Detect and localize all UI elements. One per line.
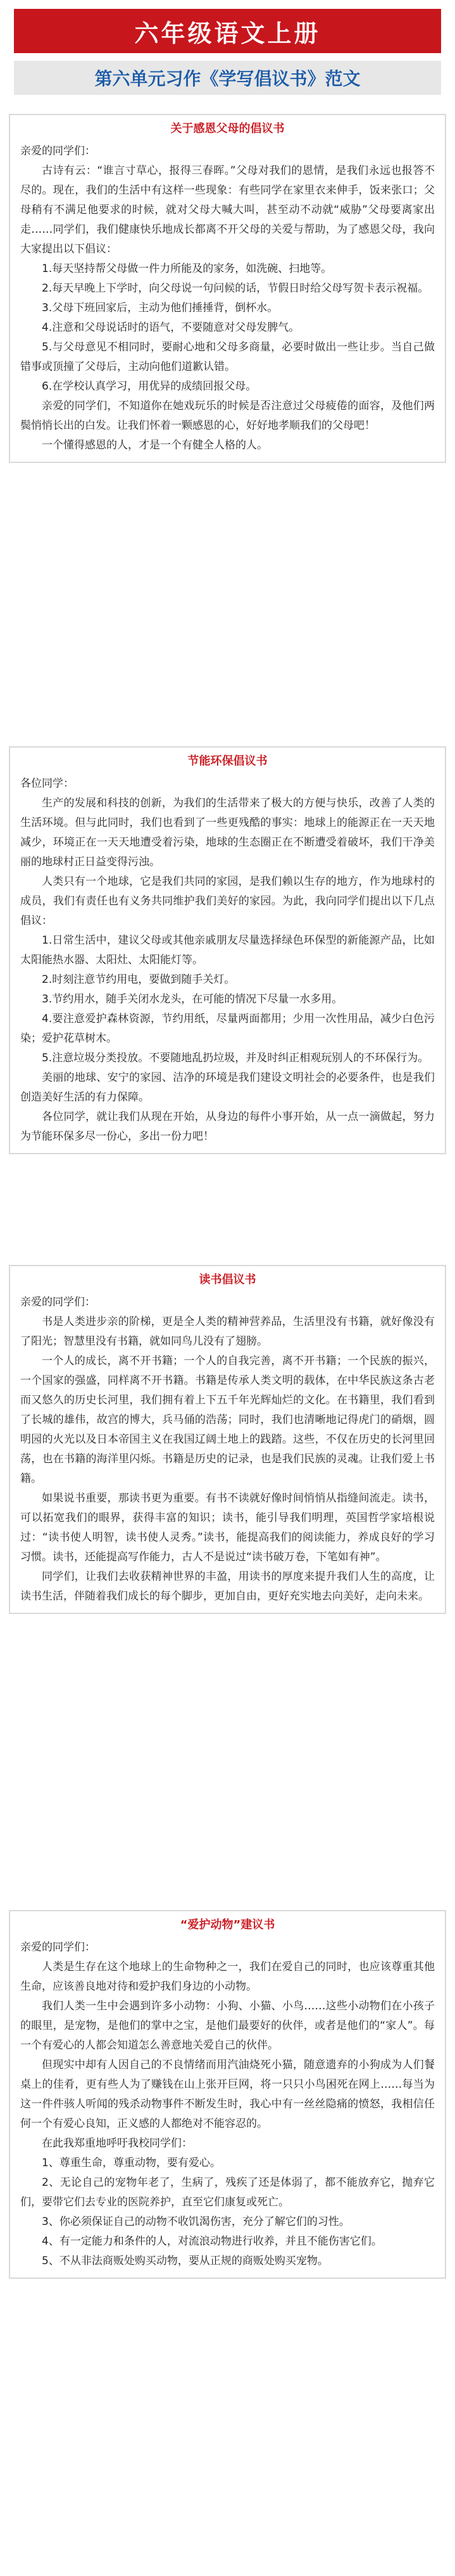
article-paragraph: 6.在学校认真学习，用优异的成绩回报父母。 bbox=[42, 380, 257, 393]
article-paragraph: 2.时刻注意节约用电，要做到随手关灯。 bbox=[42, 973, 235, 986]
article-paragraph: 人类只有一个地球，它是我们共同的家园，是我们赖以生存的地方，作为地球村的成员，我们有责任也有义务共同维护我们美好的家园。为此，我向同学们提出以下几点倡议： bbox=[20, 875, 435, 927]
article-title: 读书倡议书 bbox=[199, 1273, 256, 1286]
article-paragraph: 同学们，让我们去收获精神世界的丰盈，用读书的厚度来提升我们人生的高度，让读书生活，伴随着我们成长的每个脚步，更加自由，更好充实地去向美好，走向未来。 bbox=[20, 1570, 435, 1603]
article-paragraph: 书是人类进步亲的阶梯，更是全人类的精神营养品，生活里没有书籍，就好像没有了阳光；智慧里没有书籍，就如同鸟儿没有了翅膀。 bbox=[20, 1316, 435, 1348]
article-paragraph: 1.日常生活中，建议父母或其他亲戚朋友尽量选择绿色环保型的新能源产品，比如太阳能热水器、太阳灶、太阳能灯等。 bbox=[20, 934, 435, 966]
article-paragraph: 1、尊重生命，尊重动物，要有爱心。 bbox=[42, 2157, 221, 2169]
article-paragraph: 生产的发展和科技的创新，为我们的生活带来了极大的方便与快乐，改善了人类的生活环境。但与此同时，我们也看到了一些更残酷的事实：地球上的能源正在一天天地减少，环境正在一天天地遭受着污染，地球的生态圈正在不断遭受着破坏，我们干净美丽的地球村正日益变得污浊。 bbox=[20, 797, 435, 868]
card-reading bbox=[9, 1265, 446, 1614]
article-title: 关于感恩父母的倡议书 bbox=[170, 122, 285, 135]
salutation: 亲爱的同学们： bbox=[20, 145, 96, 157]
article-title: 节能环保倡议书 bbox=[187, 755, 268, 768]
article-title: “爱护动物”建议书 bbox=[180, 1918, 275, 1932]
salutation: 亲爱的同学们： bbox=[20, 1941, 96, 1954]
article-paragraph: 4、有一定能力和条件的人，对流浪动物进行收养，并且不能伤害它们。 bbox=[42, 2235, 382, 2248]
page-subtitle: 第六单元习作《学写倡议书》范文 bbox=[14, 61, 441, 95]
article-paragraph: 亲爱的同学们，不知道你在她戏玩乐的时候是否注意过父母疲倦的面容，及他们两鬓悄悄长出的白发。让我们怀着一颗感恩的心，好好地孝顺我们的父母吧！ bbox=[20, 400, 435, 432]
article-paragraph: 4.注意和父母说话时的语气，不要随意对父母发脾气。 bbox=[42, 321, 300, 334]
article-paragraph: 2、无论自己的宠物年老了，生病了，残疾了还是体弱了，都不能放弃它，抛弃它们，要带它们去专业的医院养护，直至它们康复或死亡。 bbox=[20, 2176, 435, 2209]
article-paragraph: 5、不从非法商贩处购买动物，要从正规的商贩处购买宠物。 bbox=[42, 2255, 328, 2267]
article-paragraph: 各位同学，就让我们从现在开始，从身边的每件小事开始，从一点一滴做起，努力为节能环保多尽一份心，多出一份力吧！ bbox=[20, 1111, 435, 1143]
article-paragraph: 一个懂得感恩的人，才是一个有健全人格的人。 bbox=[42, 439, 268, 452]
article-paragraph: 我们人类一生中会遇到许多小动物：小狗、小猫、小鸟……这些小动物们在小孩子的眼里，是宠物，是他们的掌中之宝，是他们最要好的伙伴，或者是他们的“家人”。每一个有爱心的人都会知道怎么善意地关爱自己的伙伴。 bbox=[20, 2000, 435, 2052]
article-paragraph: 1.每天坚持帮父母做一件力所能及的家务，如洗碗、扫地等。 bbox=[42, 262, 332, 275]
article-paragraph: 如果说书重要，那读书更为重要。有书不读就好像时间悄悄从指缝间流走。读书，可以拓宽我们的眼界，获得丰富的知识；读书，能引导我们明理，英国哲学家培根说过：“读书使人明智，读书使人灵秀。”读书，能提高我们的阅读能力，养成良好的学习习惯。读书，还能提高写作能力，古人不是说过“读书破万卷，下笔如有神”。 bbox=[20, 1492, 435, 1563]
page-header bbox=[0, 0, 455, 126]
article-paragraph: 2.每天早晚上下学时，向父母说一句问候的话，节假日时给父母写贺卡表示祝福。 bbox=[42, 282, 429, 295]
article-paragraph: 古诗有云：“谁言寸草心，报得三春晖。”父母对我们的恩情，是我们永远也报答不尽的。现在，我们的生活中有这样一些现象：有些同学在家里衣来伸手，饭来张口；父母稍有不满足他要求的时候，就对父母大喊大叫，甚至动不动就“威胁”父母要离家出走……同学们，我们健康快乐地成长都离不开父母的关爱与帮助，为了感恩父母，我向大家提出以下倡议： bbox=[20, 164, 435, 256]
article-paragraph: 3.节约用水，随手关闭水龙头，在可能的情况下尽量一水多用。 bbox=[42, 993, 343, 1006]
article-paragraph: 在此我郑重地呼吁我校同学们： bbox=[42, 2137, 192, 2150]
article-paragraph: 人类是生存在这个地球上的生命物种之一，我们在爱自己的同时，也应该尊重其他生命，应该善良地对待和爱护我们身边的小动物。 bbox=[20, 1961, 435, 1993]
salutation: 亲爱的同学们： bbox=[20, 1296, 96, 1309]
article-paragraph: 但现实中却有人因自己的不良情绪而用汽油烧死小猫，随意遗弃的小狗成为人们餐桌上的佳肴，更有些人为了赚钱在山上张开巨网，将一只只小鸟困死在网上……每当为这一件件骇人听闻的残杀动物事件不断发生时，我心中有一丝丝隐痛的愤怒，我相信任何一个有爱心良知，正义感的人都绝对不能容忍的。 bbox=[20, 2059, 435, 2130]
article-paragraph: 3.父母下班回家后，主动为他们捶捶背，倒杯水。 bbox=[42, 302, 278, 314]
salutation: 各位同学： bbox=[20, 777, 74, 790]
article-paragraph: 3、你必须保证自己的动物不收饥渴伤害，充分了解它们的习性。 bbox=[42, 2215, 350, 2228]
card-gratitude-parents bbox=[9, 114, 446, 463]
article-paragraph: 一个人的成长，离不开书籍；一个人的自我完善，离不开书籍；一个民族的振兴，一个国家的强盛，同样离不开书籍。书籍是传承人类文明的载体，在中华民族这条古老而又悠久的历史长河里，我们拥有着上下五千年光辉灿烂的文化。在书籍里，我们看到了长城的雄伟，故宫的博大，兵马俑的浩荡；同时，我们也清晰地记得虎门的硝烟，圆明园的火光以及日本帝国主义在我国辽阔土地上的践踏。这些，不仅在历史的长河里回荡，也在书籍的海洋里闪烁。书籍是历史的记录，也是我们民族的灵魂。让我们爱上书籍。 bbox=[20, 1355, 435, 1485]
article-paragraph: 4.要注意爱护森林资源，节约用纸，尽量两面都用；少用一次性用品，减少白色污染；爱护花草树木。 bbox=[20, 1013, 435, 1045]
article-paragraph: 5.与父母意见不相同时，要耐心地和父母多商量，必要时做出一些让步。当自己做错事或顶撞了父母后，主动向他们道歉认错。 bbox=[20, 341, 435, 373]
card-energy-saving bbox=[9, 746, 446, 1154]
card-animal-protection bbox=[9, 1910, 446, 2279]
page-title: 六年级语文上册 bbox=[14, 9, 441, 53]
article-paragraph: 美丽的地球、安宁的家园、洁净的环境是我们建设文明社会的必要条件，也是我们创造美好生活的有力保障。 bbox=[20, 1071, 435, 1104]
article-paragraph: 5.注意垃圾分类投放。不要随地乱扔垃圾，并及时纠正相观玩别人的不环保行为。 bbox=[42, 1052, 429, 1064]
